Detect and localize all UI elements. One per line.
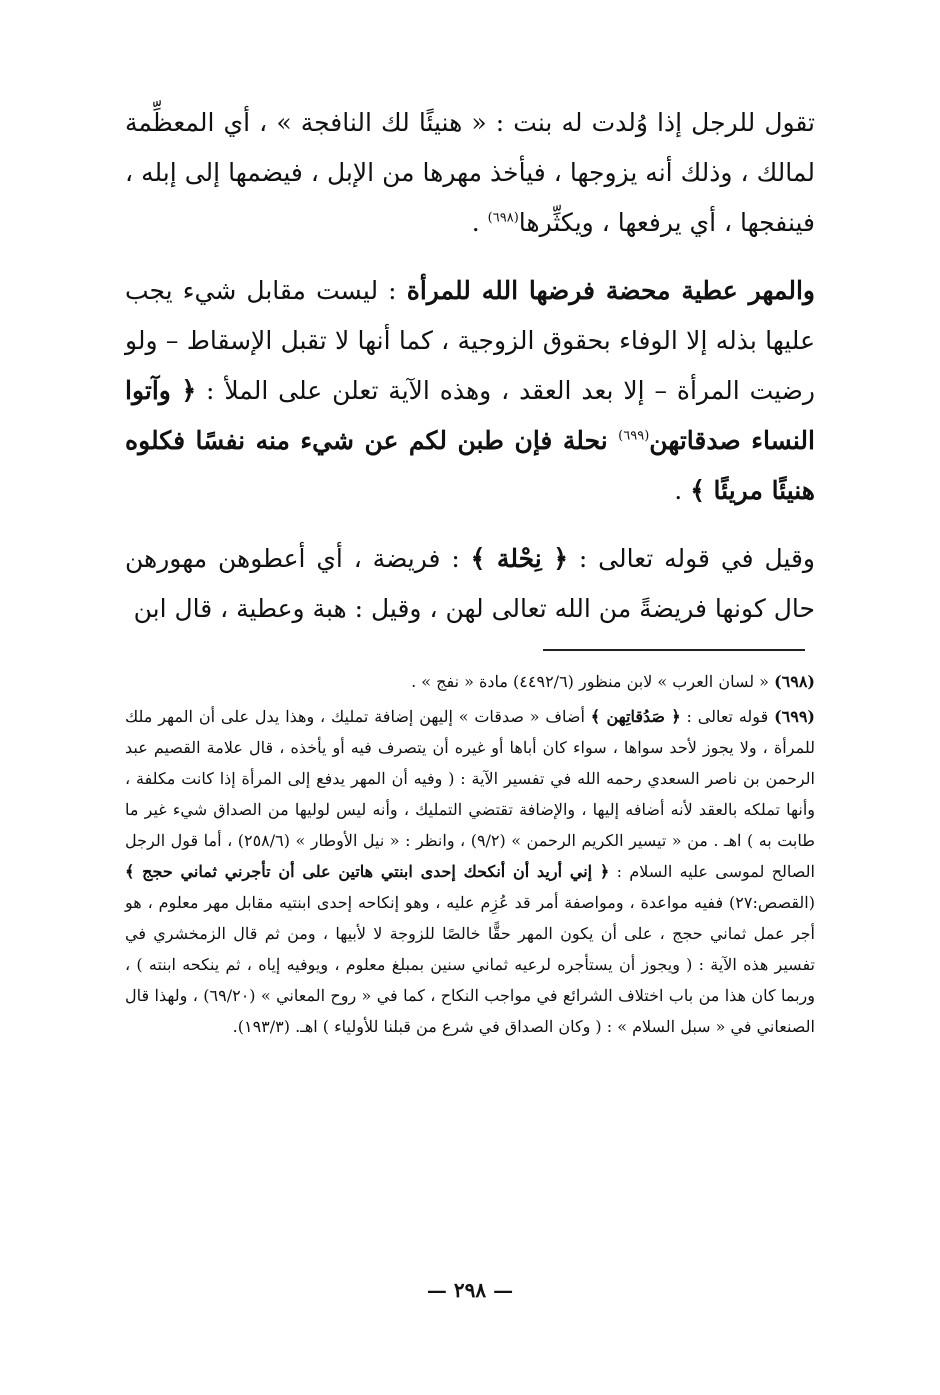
footnote-number: (٦٩٩) xyxy=(774,707,815,726)
paragraph-text-continued: : فريضة ، أي أعطوهن مهورهن حال كونها فريضةً من الله تعالى لهن ، وقيل : هبة وعطية ، قال ابن xyxy=(125,544,815,623)
paragraph-text: وقيل في قوله تعالى : xyxy=(567,544,816,573)
paragraph-text: : ليست مقابل شيء يجب عليها بذله إلا الوفاء بحقوق الزوجية ، كما أنها لا تقبل الإسقاط – ولو رضيت المرأة – إلا بعد العقد ، وهذه الآية تعلن على الملأ : xyxy=(125,276,815,405)
footnote-text-continued: أضاف « صدقات » إليهن إضافة تمليك ، وهذا يدل على أن المهر ملك للمرأة ، ولا يجوز لأحد سواها ، سواء كان أباها أو غيره أن يتصرف فيه أو يأخذه ، قال علامة القصيم عبد الرحمن بن ناصر السعدي رحمه الله في تفسير الآية : ( وفيه أن المهر يدفع إلى المرأة إذا كانت مكلفة ، وأنها تملكه بالعقد لأنه أضافه إليها ، والإضافة تقتضي التمليك ، وأنه ليس لوليها من الصداق شيء غير ما طابت به ) اهـ . من « تيسير الكريم الرحمن » (٩/٢) ، وانظر : « نيل الأوطار » (٢٥٨/٦) ، أما قول الرجل الصالح لموسى عليه السلام : xyxy=(125,707,815,881)
footnote-text-end: (القصص:٢٧) ففيه مواعدة ، ومواصفة أمر قد عُزِم عليه ، وهو إنكاحه إحدى ابنتيه مقابل مهر معلوم ، هو أجر عمل ثماني حجج ، على أن يكون المهر حقًّا خالصًا للزوجة لا لأبيها ، ومن ثم قال الزمخشري في تفسير هذه الآية : ( ويجوز أن يستأجره لرعيه ثماني سنين بمبلغ معلوم ، ويوفيه إياه ، ثم ينكحه ابنته ) ، وربما كان هذا من باب اختلاف الشرائع في مواجب النكاح ، كما في « روح المعاني » (٦٩/٢٠) ، ولهذا قال الصنعاني في « سبل السلام » : ( وكان الصداق في شرع من قبلنا للأولياء ) اهـ. (١٩٣/٣). xyxy=(125,893,816,1036)
footnotes xyxy=(125,666,815,1042)
paragraph-nafija xyxy=(125,98,815,248)
quran-term: ﴿ نِحْلة ﴾ xyxy=(470,544,568,573)
paragraph-mahr xyxy=(125,266,815,516)
quran-verse-continued: نحلة فإن طبن لكم عن شيء منه نفسًا فكلوه هنيئًا مريئًا ﴾ xyxy=(125,426,815,505)
quran-verse: ﴿ إني أريد أن أنكحك إحدى ابنتي هاتين على أن تأجرني ثماني حجج ﴾ xyxy=(125,862,610,881)
footnote-number: (٦٩٨) xyxy=(774,672,815,691)
footnote-reference: (٦٩٨) xyxy=(487,210,519,226)
footnote-text: قوله تعالى : xyxy=(680,707,775,726)
footnote-698 xyxy=(125,666,815,697)
paragraph-lead: والمهر عطية محضة فرضها الله للمرأة xyxy=(406,276,815,305)
paragraph-nihla xyxy=(125,534,815,634)
footnote-separator xyxy=(543,649,805,651)
paragraph-text: تقول للرجل إذا وُلدت له بنت : « هنيئًا لك النافجة » ، أي المعظِّمة لمالك ، وذلك أنه يزوجها ، فيأخذ مهرها من الإبل ، فيضمها إلى إبله ، فينفجها ، أي يرفعها ، ويكثِّرها xyxy=(125,108,815,237)
quran-verse: ﴿ وآتوا النساء صدقاتهن xyxy=(125,376,815,455)
main-text xyxy=(125,98,815,634)
footnote-text: « لسان العرب » لابن منظور (٤٤٩٢/٦) مادة « نفج » . xyxy=(411,672,775,691)
paragraph-end: . xyxy=(674,476,691,505)
quran-term: ﴿ صَدُقاتِهن ﴾ xyxy=(590,707,681,726)
page-number: — ٢٩٨ — xyxy=(426,1278,514,1302)
footnote-699 xyxy=(125,701,815,1042)
footnote-reference: (٦٩٩) xyxy=(618,428,650,444)
paragraph-end: . xyxy=(471,208,488,237)
